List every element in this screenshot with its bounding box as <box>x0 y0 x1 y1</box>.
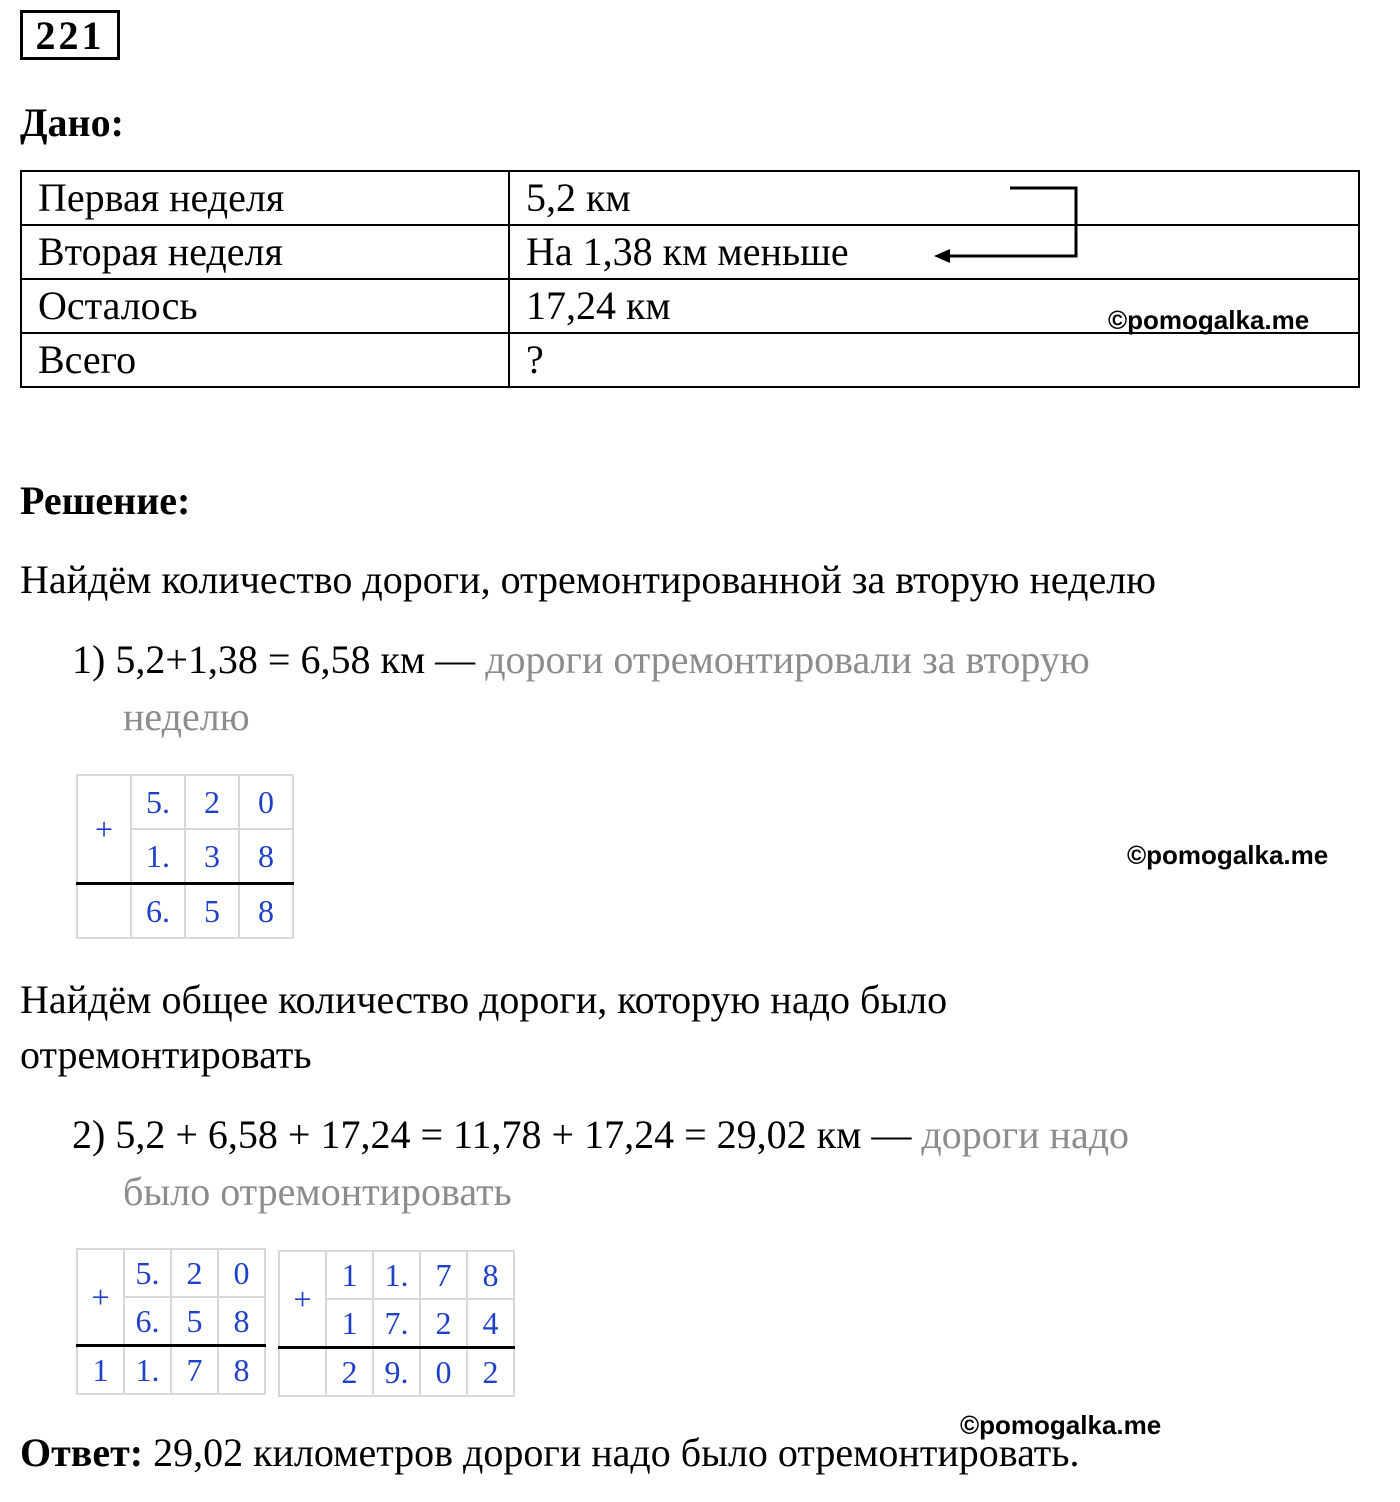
step1-line <box>72 635 1090 685</box>
step1-formula: 1) 5,2+1,38 = 6,58 км — <box>72 637 476 682</box>
digit-cell: 5. <box>131 775 185 829</box>
digit-cell: 0 <box>218 1249 265 1297</box>
digit-cell: 6. <box>131 884 185 939</box>
digit-cell <box>77 884 131 939</box>
step1-comment-continued: неделю <box>123 694 250 739</box>
digit-cell: 8 <box>239 829 293 884</box>
digit-cell: 5 <box>185 884 239 939</box>
digit-cell: 8 <box>218 1297 265 1346</box>
digit-cell: 5 <box>171 1297 218 1346</box>
answer-line <box>20 1428 1080 1478</box>
digit-cell: 1 <box>326 1299 373 1348</box>
given-label: Вторая неделя <box>21 225 509 279</box>
digit-cell: 4 <box>467 1299 514 1348</box>
step2-intro-continued: отремонтировать <box>20 1032 312 1077</box>
digit-cell: 0 <box>239 775 293 829</box>
digit-cell: 2 <box>420 1299 467 1348</box>
digit-cell: 8 <box>467 1251 514 1299</box>
given-value: ? <box>509 333 1359 387</box>
solution-heading: Решение: <box>20 478 191 523</box>
digit-cell: 1 <box>326 1251 373 1299</box>
digit-cell: 2 <box>185 775 239 829</box>
given-row <box>21 171 1359 225</box>
relation-arrow-icon <box>930 180 1090 270</box>
step1-intro: Найдём количество дороги, отремонтированной за вторую неделю <box>20 557 1157 602</box>
digit-cell: 1. <box>131 829 185 884</box>
step2-line <box>72 1110 1129 1160</box>
digit-cell: 7 <box>171 1346 218 1395</box>
digit-cell: 2 <box>326 1348 373 1397</box>
given-table <box>20 170 1360 388</box>
given-label: Всего <box>21 333 509 387</box>
given-label: Осталось <box>21 279 509 333</box>
digit-cell: 9. <box>373 1348 420 1397</box>
given-label: Первая неделя <box>21 171 509 225</box>
digit-cell: 6. <box>124 1297 171 1346</box>
digit-cell <box>279 1348 326 1397</box>
given-value: 5,2 км <box>509 171 1359 225</box>
column-addition-2 <box>76 1248 266 1395</box>
plus-sign: + <box>279 1251 326 1348</box>
digit-cell: 3 <box>185 829 239 884</box>
given-row <box>21 225 1359 279</box>
digit-cell: 7. <box>373 1299 420 1348</box>
digit-cell: 1 <box>77 1346 124 1395</box>
given-heading: Дано: <box>20 100 124 145</box>
plus-sign: + <box>77 1249 124 1346</box>
watermark: ©pomogalka.me <box>1127 840 1329 870</box>
step2-comment: дороги надо <box>921 1112 1130 1157</box>
digit-cell: 1. <box>373 1251 420 1299</box>
step1-comment: дороги отремонтировали за вторую <box>485 637 1090 682</box>
given-value: На 1,38 км меньше <box>509 225 1359 279</box>
digit-cell: 1. <box>124 1346 171 1395</box>
answer-label: Ответ: <box>20 1430 144 1475</box>
digit-cell: 2 <box>467 1348 514 1397</box>
step2-intro: Найдём общее количество дороги, которую надо было <box>20 977 948 1022</box>
answer-text: 29,02 километров дороги надо было отремонтировать. <box>153 1430 1080 1475</box>
watermark: ©pomogalka.me <box>1108 305 1310 335</box>
plus-sign: + <box>77 775 131 884</box>
task-number: 221 <box>20 10 120 60</box>
column-addition-3 <box>278 1250 515 1397</box>
digit-cell: 8 <box>239 884 293 939</box>
step2-comment-continued: было отремонтировать <box>123 1169 512 1214</box>
digit-cell: 5. <box>124 1249 171 1297</box>
digit-cell: 0 <box>420 1348 467 1397</box>
digit-cell: 2 <box>171 1249 218 1297</box>
given-value: 17,24 км <box>509 279 1359 333</box>
digit-cell: 8 <box>218 1346 265 1395</box>
watermark: ©pomogalka.me <box>960 1410 1162 1440</box>
digit-cell: 7 <box>420 1251 467 1299</box>
given-row <box>21 333 1359 387</box>
step2-formula: 2) 5,2 + 6,58 + 17,24 = 11,78 + 17,24 = 29,02 км — <box>72 1112 912 1157</box>
column-addition-1 <box>76 774 294 939</box>
